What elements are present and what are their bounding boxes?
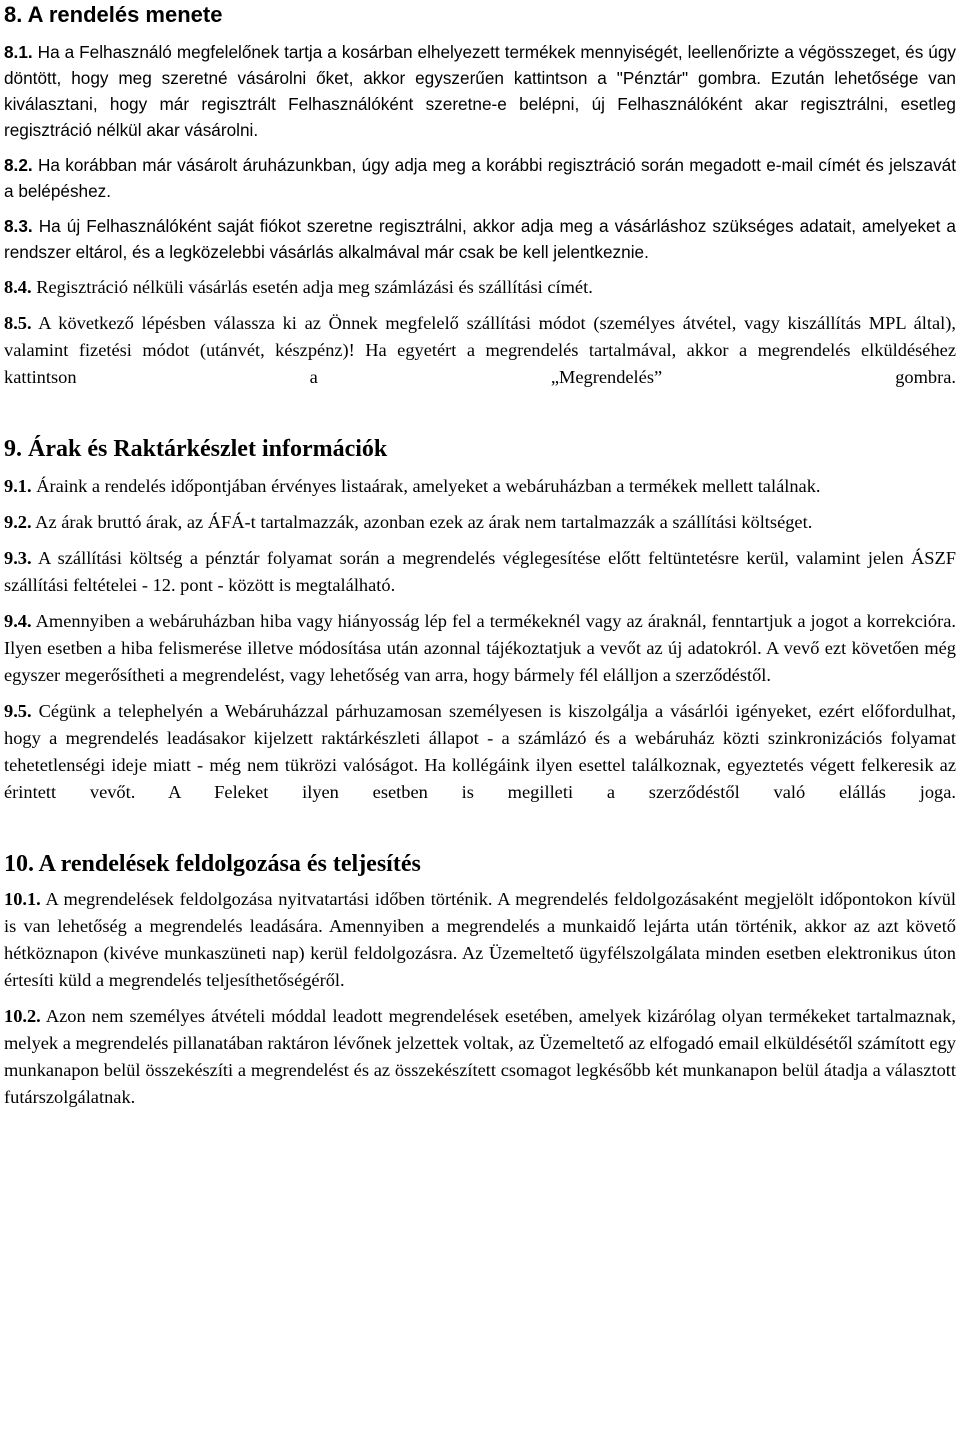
section-8 — [4, 1, 956, 391]
paragraph-number: 9.4. — [4, 611, 32, 631]
paragraph-10-2 — [4, 1003, 956, 1111]
paragraph-8-2 — [4, 152, 956, 204]
paragraph-text: Regisztráció nélküli vásárlás esetén adja meg számlázási és szállítási címét. — [31, 277, 593, 297]
paragraph-text: Azon nem személyes átvételi móddal leadott megrendelések esetében, amelyek kizárólag olyan termékeket tartalmaznak, melyek a megrendelés pillanatában raktáron lévőnek jelzettek voltak, az Üzemeltető az elfogadó email elküldésétől számított egy munkanapon belül összekészíti a megrendelést és az összekészített csomagot legkésőbb két munkanapon belül átadja a választott futárszolgálatnak. — [4, 1006, 956, 1107]
paragraph-text: A szállítási költség a pénztár folyamat során a megrendelés véglegesítése előtt feltüntetésre kerül, valamint jelen ÁSZF szállítási feltételei - 12. pont - között is megtalálható. — [4, 548, 956, 595]
paragraph-text: Ha korábban már vásárolt áruházunkban, úgy adja meg a korábbi regisztráció során megadott e-mail címét és jelszavát a belépéshez. — [4, 155, 956, 201]
section-9-title: 9. Árak és Raktárkészlet információk — [4, 436, 388, 462]
section-10 — [4, 850, 956, 1111]
paragraph-text: Áraink a rendelés időpontjában érvényes listaárak, amelyeket a webáruházban a termékek mellett találnak. — [31, 476, 821, 496]
paragraph-number: 8.5. — [4, 313, 32, 333]
paragraph-number: 8.2. — [4, 155, 33, 175]
paragraph-text: A következő lépésben válassza ki az Önnek megfelelő szállítási módot (személyes átvétel, vagy kiszállítás MPL által), valamint fizetési módot (utánvét, készpénz)! Ha egyetért a megrendelés tartalmával, akkor a megrendelés elküldéséhez kattintson a „Megrendelés” gombra. — [4, 313, 956, 387]
paragraph-number: 9.3. — [4, 548, 32, 568]
paragraph-9-5 — [4, 698, 956, 806]
paragraph-number: 9.2. — [4, 512, 32, 532]
paragraph-number: 9.1. — [4, 476, 32, 496]
paragraph-number: 10.1. — [4, 889, 41, 909]
paragraph-text: A megrendelések feldolgozása nyitvatartási időben történik. A megrendelés feldolgozásaként megjelölt időpontokon kívül is van lehetőség a megrendelés leadására. Amennyiben a megrendelés a munkaidő lejárta után történik, akkor az azt követő hétköznapon (kivéve munkaszüneti nap) kerül feldolgozásra. Az Üzemeltető ügyfélszolgálata minden esetben elektronikus úton értesíti küld a megrendelés teljesíthetőségéről. — [4, 889, 956, 990]
paragraph-8-5 — [4, 310, 956, 391]
paragraph-text: Amennyiben a webáruházban hiba vagy hiányosság lép fel a termékeknél vagy az áraknál, fenntartjuk a jogot a korrekcióra. Ilyen esetben a hiba felismerése illetve módosítása után azonnal tájékoztatjuk a vevőt az új adatokról. A vevő ezt követően még egyszer megerősítheti a megrendelést, vagy lehetőség van arra, hogy bármely fél elálljon a szerződéstől. — [4, 611, 956, 685]
paragraph-9-2 — [4, 509, 956, 536]
paragraph-8-4 — [4, 274, 956, 301]
section-8-title: 8. A rendelés menete — [4, 2, 223, 27]
paragraph-number: 8.3. — [4, 216, 33, 236]
document-page — [4, 0, 956, 1111]
paragraph-9-3 — [4, 545, 956, 599]
paragraph-8-3 — [4, 213, 956, 265]
paragraph-number: 8.4. — [4, 277, 32, 297]
paragraph-text: Az árak bruttó árak, az ÁFÁ-t tartalmazzák, azonban ezek az árak nem tartalmazzák a szállítási költséget. — [31, 512, 813, 532]
paragraph-number: 10.2. — [4, 1006, 41, 1026]
paragraph-9-4 — [4, 608, 956, 689]
paragraph-8-1 — [4, 39, 956, 143]
section-9 — [4, 435, 956, 806]
paragraph-9-1 — [4, 473, 956, 500]
paragraph-text: Cégünk a telephelyén a Webáruházzal párhuzamosan személyesen is kiszolgálja a vásárlói igényeket, ezért előfordulhat, hogy a megrendelés leadásakor kijelzett raktárkészleti állapot - a számlázó és a webáruház közti szinkronizációs folyamat tehetetlenségi ideje miatt - még nem tükrözi valóságot. Ha kollégáink ilyen esettel találkoznak, egyeztetés végett felkeresik az érintett vevőt. A Feleket ilyen esetben is megilleti a szerződéstől való elállás joga. — [4, 701, 956, 802]
paragraph-number: 8.1. — [4, 42, 33, 62]
paragraph-text: Ha új Felhasználóként saját fiókot szeretne regisztrálni, akkor adja meg a vásárláshoz szükséges adatait, amelyeket a rendszer eltárol, és a legközelebbi vásárlás alkalmával már csak be kell jelentkeznie. — [4, 216, 956, 262]
paragraph-number: 9.5. — [4, 701, 32, 721]
paragraph-text: Ha a Felhasználó megfelelőnek tartja a kosárban elhelyezett termékek mennyiségét, leellenőrizte a végösszeget, és úgy döntött, hogy meg szeretné vásárolni őket, akkor egyszerűen kattintson a "Pénztár" gombra. Ezután lehetősége van kiválasztani, hogy már regisztrált Felhasználóként szeretne-e belépni, új Felhasználóként akar regisztrálni, esetleg regisztráció nélkül akar vásárolni. — [4, 42, 956, 140]
section-10-title: 10. A rendelések feldolgozása és teljesítés — [4, 851, 421, 877]
paragraph-10-1 — [4, 886, 956, 994]
